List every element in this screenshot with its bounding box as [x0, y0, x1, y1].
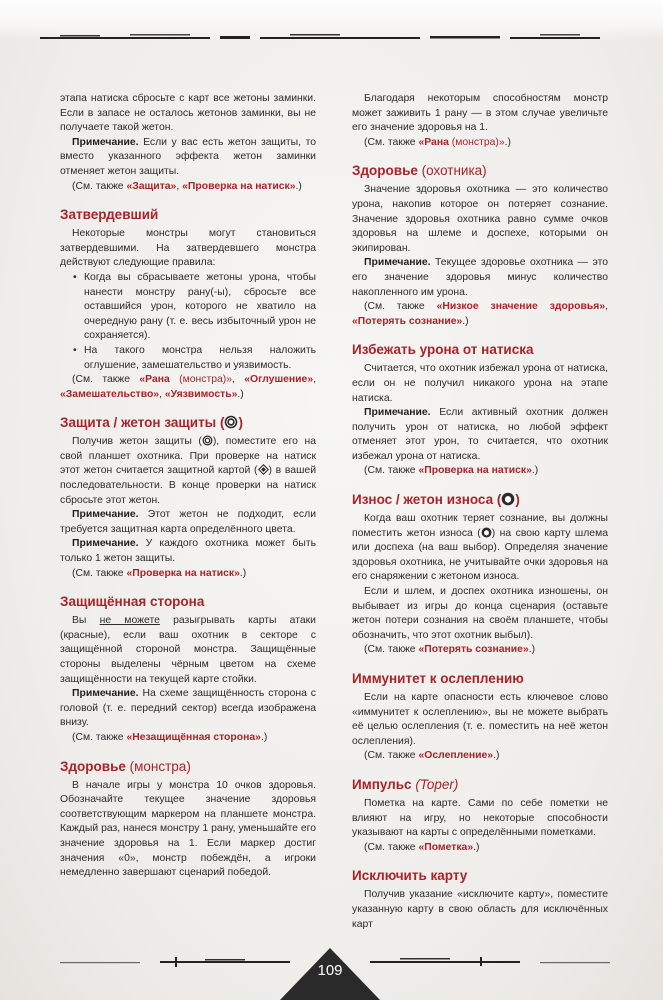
see-also-suffix: .) — [528, 644, 536, 656]
see-also — [352, 749, 608, 764]
heading-text: Здоровье — [60, 758, 126, 774]
see-also — [60, 180, 316, 195]
section-heading-wear — [352, 492, 608, 508]
see-also-suffix: .) — [531, 465, 539, 477]
section-heading-health-monster — [60, 759, 316, 775]
wear-token-icon — [501, 492, 515, 506]
note-text: На схеме защищённость сторона с головой (т. е. передний сектор) всегда изображена внизу. — [60, 688, 316, 729]
paragraph: Благодаря некоторым способностям монстр может заживить 1 рану — в этом случае увеличьте его значение здоровья на 1. — [352, 93, 608, 134]
note-label: Примечание. — [72, 509, 139, 521]
text-part: ), поместите его на свой планшет охотника. При проверке на натиск этот жетон считается защитной картой ( — [60, 436, 316, 477]
note-text: Если у вас есть жетон защиты, то вместо указанного эффекта жетон заминки отменяет жетон защиты. — [60, 136, 316, 177]
page-number: 109 — [317, 962, 343, 979]
heading-text: Здоровье — [352, 163, 418, 179]
see-also — [352, 643, 608, 658]
paragraph: этапа натиска сбросьте с карт все жетоны заминки. Если в запасе не осталось жетонов заминки, вы не получаете такой жетон. — [60, 93, 316, 134]
cross-reference-link[interactable]: «Оглушение» — [244, 374, 314, 386]
see-also-prefix: (См. также — [364, 750, 419, 762]
note-label: Примечание. — [72, 136, 139, 148]
list-item: • Когда вы сбрасываете жетоны урона, чтобы нанести монстру рану(-ы), сбросьте все оставшийся урон, которого не хватило на очередную рану (т. е. весь избыточный урон не сохраняется). — [84, 271, 316, 344]
cross-reference-link[interactable]: «Проверка на натиск» — [126, 567, 240, 579]
note-label: Примечание. — [364, 257, 431, 269]
heading-text: Импульс — [352, 776, 412, 792]
note-text: У каждого охотника может быть только 1 жетон защиты. — [60, 538, 316, 565]
section-heading-defense — [60, 415, 316, 431]
left-column — [60, 92, 316, 881]
section-heading-avoid-damage: Избежать урона от натиска — [352, 342, 534, 358]
note-label: Примечание. — [364, 407, 431, 419]
see-also — [60, 567, 316, 582]
text-part: ) на свою карту шлема или доспеха (на ваш выбор). Определяя значение здоровья охотника, не учитывайте очки здоровья на его снаряжении с жетоном износа. — [352, 527, 608, 583]
heading-text-end: ) — [238, 415, 243, 431]
see-also-prefix: (См. также — [364, 301, 437, 313]
text-part: Вы — [72, 615, 100, 627]
see-also: (См. также «Рана (монстра)», «Оглушение», «Замешательство», «Уязвимость».) — [60, 374, 317, 400]
link-part: «Рана — [418, 136, 449, 148]
paragraph: Если на карте опасности есть ключевое слово «иммунитет к ослеплению», вы не можете выбрать её целью ослепления (т. е. поместить на неё жетон ослепления). — [352, 692, 608, 747]
see-also-suffix: .) — [239, 567, 247, 579]
cross-reference-link[interactable] — [418, 137, 504, 148]
note-paragraph — [352, 256, 608, 300]
shield-token-icon — [224, 415, 238, 429]
see-also-suffix: .) — [504, 136, 511, 148]
paragraph: Считается, что охотник избежал урона от натиска, если он не получил никакого урона на этапе натиска. — [352, 363, 608, 404]
heading-text: Защита / жетон защиты ( — [60, 415, 225, 431]
cross-reference-link[interactable]: «Пометка» — [418, 841, 474, 853]
heading-text: Износ / жетон износа ( — [352, 492, 502, 508]
see-also-separator: , — [176, 180, 183, 192]
see-also-suffix: .) — [295, 180, 302, 192]
heading-subtitle: (охотника) — [417, 163, 487, 179]
wear-token-icon — [481, 527, 492, 538]
note-paragraph — [60, 537, 316, 566]
section-heading-hardened: Затвердевший — [60, 207, 159, 223]
see-also-prefix: (См. также — [364, 644, 419, 656]
text-part: Получив жетон защиты ( — [72, 436, 202, 448]
defense-card-icon — [258, 464, 269, 475]
note-paragraph — [60, 687, 316, 731]
text-part: разыгрывать карты атаки (красные), если ваш охотник в секторе с защищённой стороной монстра. Защищённые стороны выделены чёрным цветом на схеме защищённости на текущей карте стойки. — [60, 615, 316, 685]
top-grunge-border — [40, 30, 600, 42]
heading-subtitle: (монстра) — [125, 758, 191, 774]
see-also — [60, 731, 316, 746]
cross-reference-link[interactable]: «Потерять сознание» — [352, 315, 463, 327]
note-paragraph — [60, 508, 316, 537]
cross-reference-link[interactable]: «Потерять сознание» — [418, 644, 529, 656]
note-label: Примечание. — [72, 538, 139, 550]
link-part-sub: (монстра)» — [169, 374, 233, 386]
underlined-text: не можете — [99, 615, 160, 627]
see-also-prefix: (См. также — [72, 374, 140, 386]
rules-list — [60, 271, 316, 373]
section-heading-health-hunter — [352, 163, 608, 179]
paragraph: Некоторые монстры могут становиться затвердевшими. На затвердевшего монстра действуют следующие правила: — [60, 228, 316, 269]
note-text: Если активный охотник должен получить урон от натиска, но любой эффект отменяет этот урон, то считается, что охотник избежал урона от натиска. — [352, 407, 608, 462]
text-part: ) в вашей последовательности. В конце проверки на натиск сбросьте этот жетон. — [60, 465, 316, 506]
right-column — [352, 92, 608, 932]
section-heading-exclude-card: Исключить карту — [352, 868, 468, 884]
note-paragraph — [60, 136, 316, 180]
cross-reference-link[interactable]: «Защита» — [126, 180, 177, 192]
see-also-suffix: .) — [473, 841, 480, 853]
paragraph — [60, 435, 316, 508]
see-also-prefix: (См. также — [364, 136, 419, 148]
see-also — [352, 136, 608, 151]
see-also-prefix: (См. также — [72, 731, 127, 743]
see-also-prefix: (См. также — [364, 841, 419, 853]
see-also-suffix: .) — [493, 750, 500, 762]
see-also-suffix: .) — [462, 315, 469, 327]
link-part-sub: (монстра)» — [448, 136, 505, 148]
see-also-suffix: .) — [260, 731, 268, 743]
paragraph — [352, 512, 608, 585]
list-item: • На такого монстра нельзя наложить оглушение, замешательство и уязвимость. — [84, 344, 316, 373]
cross-reference-link[interactable]: «Проверка на натиск» — [182, 180, 296, 192]
see-also-prefix: (См. также — [72, 180, 127, 192]
heading-text-end: ) — [515, 492, 520, 508]
cross-reference-link[interactable]: «Низкое значение здоровья» — [436, 301, 606, 313]
section-heading-impulse — [352, 777, 608, 793]
paragraph: Получив указание «исключите карту», поместите указанную карту в свою область для исключённых карт — [352, 889, 608, 930]
note-text: Этот жетон не подходит, если требуется защитная карта определённого цвета. — [60, 509, 316, 535]
note-text: Текущее здоровье охотника — это его значение здоровья минус количество накопленного им урона. — [352, 257, 608, 298]
cross-reference-link[interactable] — [139, 374, 232, 385]
section-heading-protected-side: Защищённая сторона — [60, 594, 205, 610]
paragraph: В начале игры у монстра 10 очков здоровья. Обозначайте текущее значение здоровья соответствующим маркером на планшете монстра. Каждый раз, нанеся монстру 1 рану, уменьшайте его значение здоровья на 1. Если маркер достиг значения «0», монстр побеждён, а игроки немедленно завершают сценарий победой. — [60, 779, 316, 879]
note-paragraph — [352, 406, 608, 464]
paragraph: Значение здоровья охотника — это количество урона, накопив которое он потеряет сознание. Значение здоровья охотника равно сумме очков здоровья на шлеме и доспехе, которыми он экипирован. — [352, 184, 608, 254]
see-also: (См. также «Низкое значение здоровья», «Потерять сознание».) — [352, 301, 609, 327]
shield-token-icon — [202, 435, 213, 446]
paragraph — [60, 614, 316, 687]
cross-reference-link[interactable]: «Уязвимость» — [164, 388, 238, 400]
see-also — [352, 841, 608, 856]
paragraph: Если и шлем, и доспех охотника изношены, он выбывает из игры до конца сценария (оставьте жетон потери сознания на своём планшете, чтобы обозначить, что этот охотник выбыл). — [352, 586, 608, 641]
cross-reference-link[interactable]: «Ослепление» — [418, 750, 494, 762]
see-also-suffix: .) — [237, 388, 244, 400]
text-part: Когда ваш охотник теряет сознание, вы должны поместить жетон износа ( — [352, 513, 608, 539]
section-heading-blind-immunity: Иммунитет к ослеплению — [352, 671, 524, 686]
note-label: Примечание. — [72, 688, 139, 700]
paragraph: Пометка на карте. Сами по себе пометки не влияют на игру, но некоторые способности указывают на карты с определёнными пометками. — [352, 797, 608, 839]
cross-reference-link[interactable]: «Проверка на натиск» — [418, 465, 532, 477]
cross-reference-link[interactable]: «Замешательство» — [60, 388, 160, 400]
see-also-prefix: (См. также — [72, 567, 127, 579]
see-also — [352, 464, 608, 479]
link-part: «Рана — [139, 374, 170, 386]
see-also-prefix: (См. также — [364, 465, 419, 477]
cross-reference-link[interactable]: «Незащищённая сторона» — [126, 731, 261, 743]
heading-subtitle: (Toper) — [411, 776, 459, 792]
